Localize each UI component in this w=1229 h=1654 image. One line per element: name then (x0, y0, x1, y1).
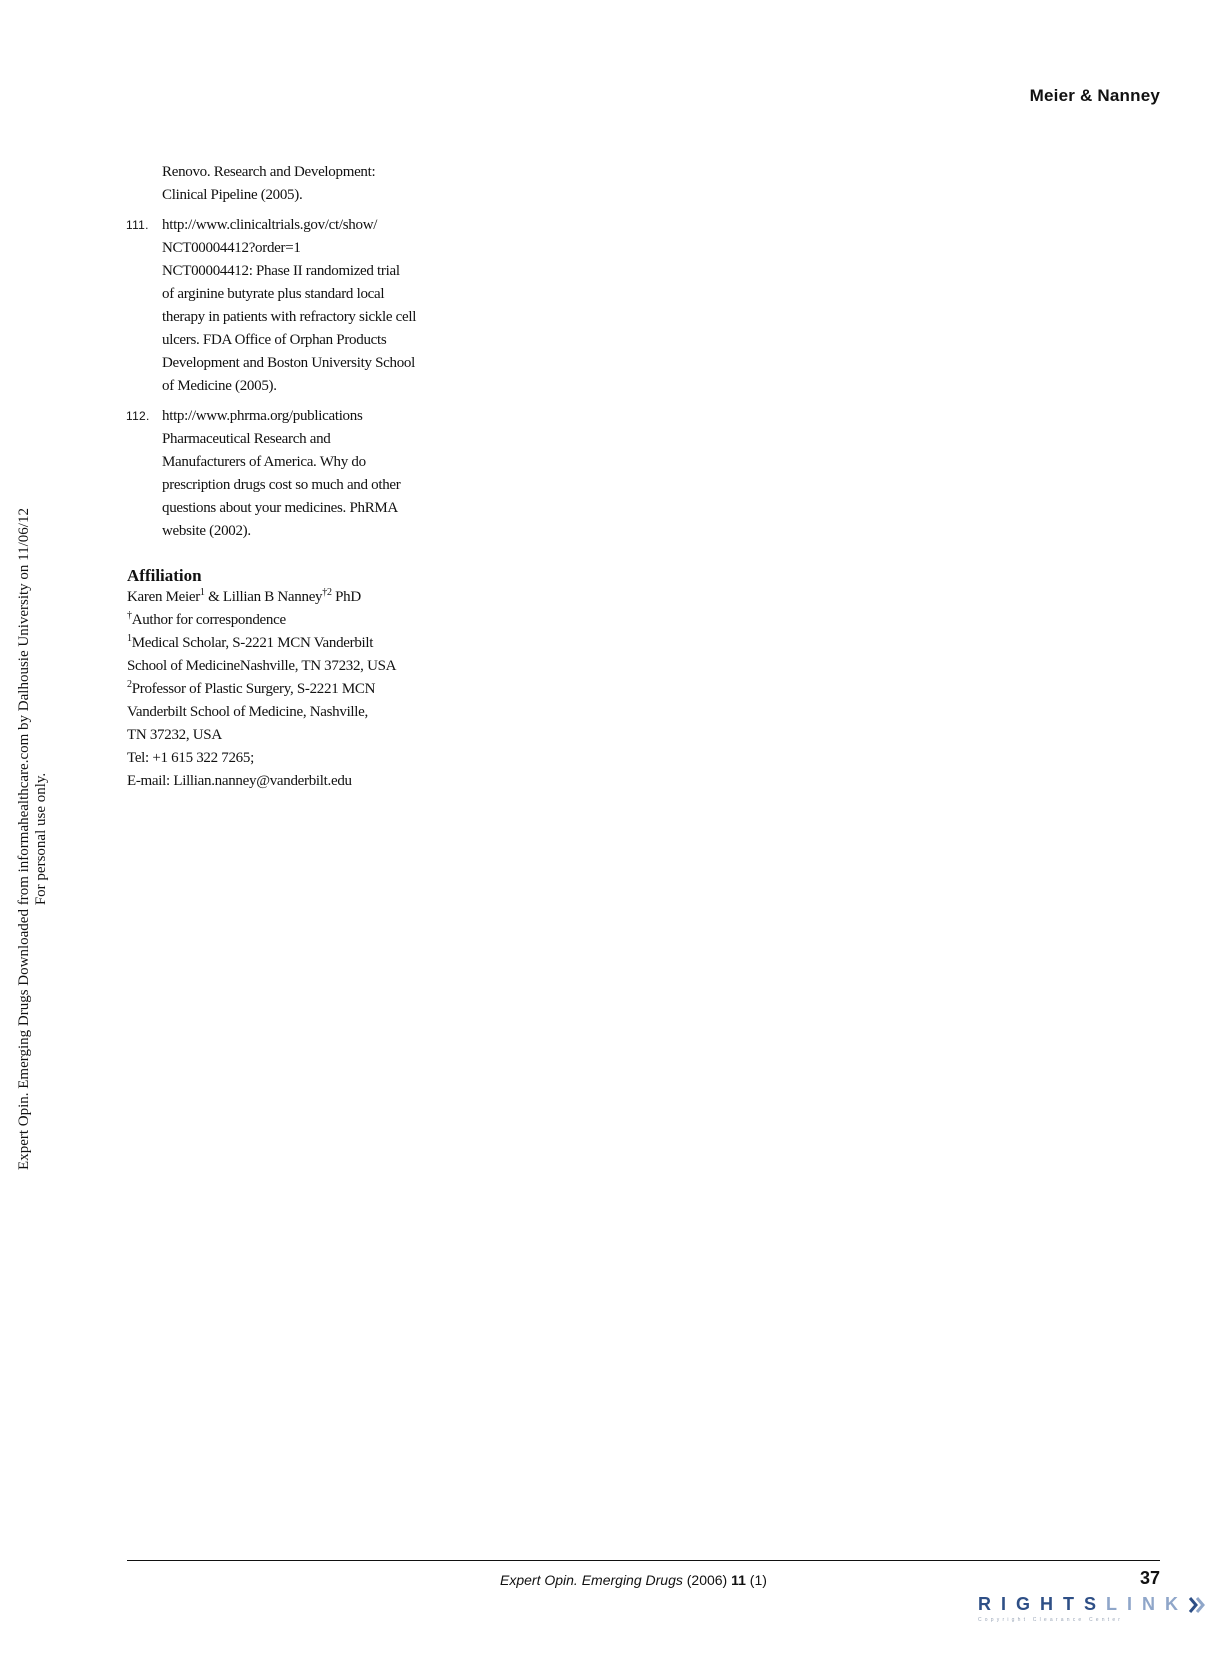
journal-volume: 11 (731, 1572, 746, 1588)
correspondence-text: Author for correspondence (131, 612, 286, 628)
rightslink-tagline: Copyright Clearance Center (978, 1617, 1124, 1623)
reference-line: therapy in patients with refractory sickle cell (162, 309, 417, 325)
rightslink-wordmark (978, 1594, 1188, 1614)
correspondence-mark: † (127, 610, 132, 621)
journal-name: Expert Opin. Emerging Drugs (500, 1572, 683, 1588)
download-watermark-line-2: For personal use only. (33, 772, 49, 906)
affiliation-1-mark: 1 (127, 633, 132, 644)
author-degree: PhD (331, 589, 361, 605)
reference-line: NCT00004412?order=1 (162, 240, 301, 256)
author-1: Karen Meier (127, 589, 200, 605)
author-connector: & (204, 589, 223, 605)
affiliation-2-mark: 2 (127, 679, 132, 690)
reference-line: website (2002). (162, 523, 251, 539)
reference-list (126, 161, 456, 550)
journal-year: (2006) (682, 1572, 732, 1588)
running-head: Meier & Nanney (1029, 86, 1160, 105)
reference-item (126, 214, 456, 398)
reference-line: questions about your medicines. PhRMA (162, 500, 398, 516)
rightslink-logo (978, 1594, 1208, 1628)
reference-line: Development and Boston University School (162, 355, 415, 371)
footer-citation (500, 1572, 767, 1588)
download-watermark-line-1: Expert Opin. Emerging Drugs Downloaded from informahealthcare.com by Dalhousie University on 11/06/12 (16, 508, 32, 1170)
reference-line: ulcers. FDA Office of Orphan Products (162, 332, 387, 348)
affiliation-1-line-1 (127, 632, 467, 655)
reference-number: 111. (126, 218, 149, 232)
reference-line: Pharmaceutical Research and (162, 431, 331, 447)
correspondence-line (127, 609, 467, 632)
footer-rule (127, 1560, 1160, 1561)
affiliation-block (127, 566, 467, 793)
reference-line: http://www.clinicaltrials.gov/ct/show/ (162, 217, 378, 233)
affiliation-2-line-3: TN 37232, USA (127, 727, 222, 743)
author-line (127, 586, 467, 609)
page-number: 37 (1139, 1568, 1160, 1588)
author-2-sup: †2 (322, 587, 332, 598)
download-watermark (16, 489, 50, 1189)
affiliation-2-text: Professor of Plastic Surgery, S-2221 MCN (131, 681, 376, 697)
affiliation-2-line-2: Vanderbilt School of Medicine, Nashville, (127, 704, 368, 720)
reference-line: of Medicine (2005). (162, 378, 277, 394)
rightslink-arrow-icon (1186, 1595, 1206, 1615)
reference-line: of arginine butyrate plus standard local (162, 286, 385, 302)
reference-item (126, 161, 456, 207)
telephone: Tel: +1 615 322 7265; (127, 750, 254, 766)
reference-line: Renovo. Research and Development: (162, 164, 376, 180)
reference-line: prescription drugs cost so much and other (162, 477, 401, 493)
affiliation-heading: Affiliation (127, 566, 202, 585)
rightslink-part-b: LINK (1106, 1594, 1189, 1614)
affiliation-1-line-2: School of MedicineNashville, TN 37232, USA (127, 658, 397, 674)
reference-line: NCT00004412: Phase II randomized trial (162, 263, 400, 279)
reference-line: http://www.phrma.org/publications (162, 408, 363, 424)
reference-item (126, 405, 456, 543)
rightslink-part-a: RIGHTS (978, 1594, 1107, 1614)
reference-line: Clinical Pipeline (2005). (162, 187, 303, 203)
email: E-mail: Lillian.nanney@vanderbilt.edu (127, 773, 352, 789)
reference-number: 112. (126, 409, 150, 423)
author-1-sup: 1 (199, 587, 205, 598)
journal-issue: (1) (745, 1572, 767, 1588)
affiliation-1-text: Medical Scholar, S-2221 MCN Vanderbilt (131, 635, 374, 651)
affiliation-2-line-1 (127, 678, 467, 701)
reference-line: Manufacturers of America. Why do (162, 454, 366, 470)
author-2: Lillian B Nanney (222, 589, 323, 605)
